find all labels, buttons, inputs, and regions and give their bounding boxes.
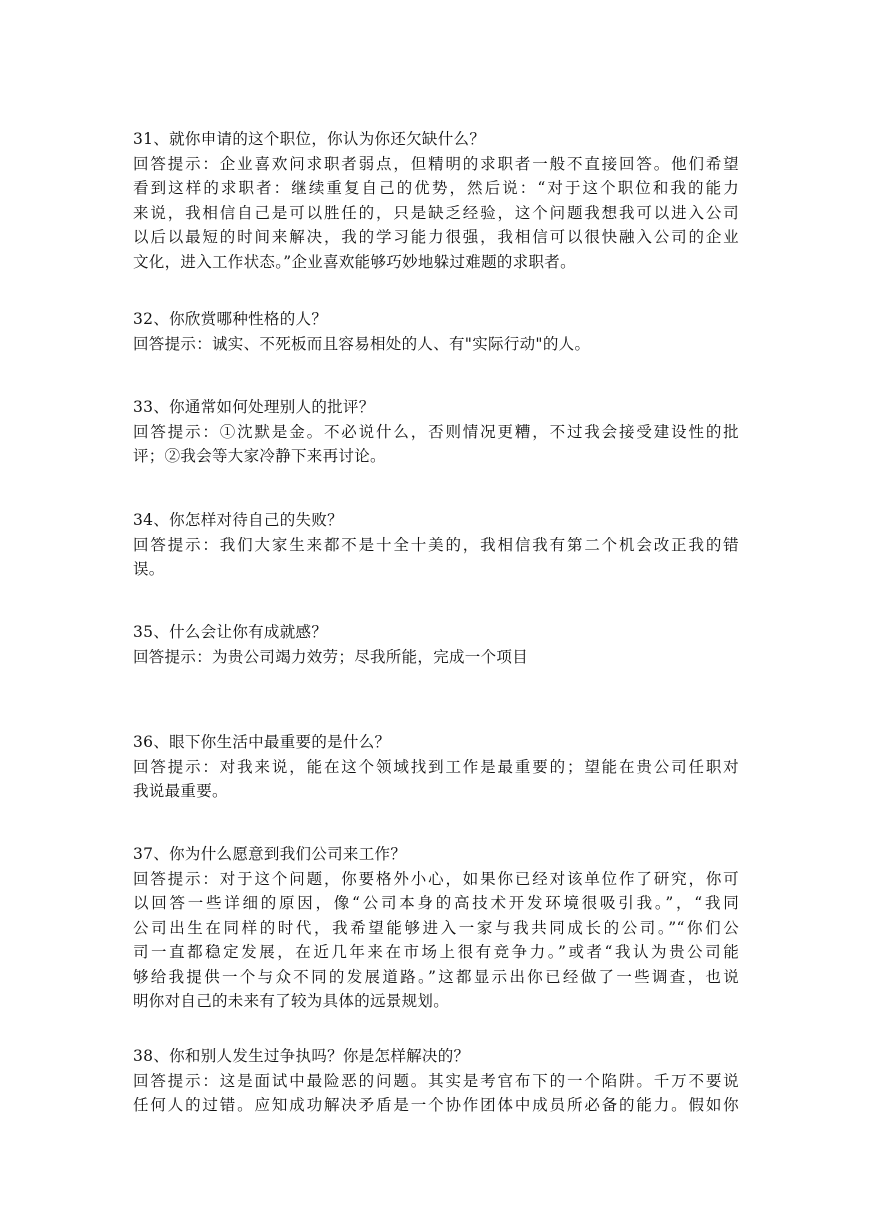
answer-31-line-3: 来说，我相信自己是可以胜任的，只是缺乏经验，这个问题我想我可以进入公司 xyxy=(133,203,739,222)
question-35: 35、什么会让你有成就感？ xyxy=(133,623,328,641)
answer-37-line-4: 司一直都稳定发展，在近几年来在市场上很有竞争力。”或者“我认为贵公司能 xyxy=(133,943,739,961)
qa-item-34 xyxy=(133,508,739,582)
answer-34-line-1: 回答提示：我们大家生来都不是十全十美的，我相信我有第二个机会改正我的错 xyxy=(133,535,739,554)
answer-37-line-6: 明你对自己的未来有了较为具体的远景规划。 xyxy=(133,992,450,1010)
answer-38-line-2: 任何人的过错。应知成功解决矛盾是一个协作团体中成员所必备的能力。假如你 xyxy=(133,1096,739,1114)
answer-38-line-1: 回答提示：这是面试中最险恶的问题。其实是考官布下的一个陷阱。千万不要说 xyxy=(133,1071,739,1090)
answer-37-line-2: 以回答一些详细的原因，像“公司本身的高技术开发环境很吸引我。”，“我同 xyxy=(133,894,739,912)
answer-31-line-1: 回答提示：企业喜欢问求职者弱点，但精明的求职者一般不直接回答。他们希望 xyxy=(133,154,739,173)
question-33: 33、你通常如何处理别人的批评？ xyxy=(133,398,375,416)
answer-33-line-1: 回答提示：①沈默是金。不必说什么，否则情况更糟，不过我会接受建设性的批 xyxy=(133,422,739,441)
question-38: 38、你和别人发生过争执吗？你是怎样解决的？ xyxy=(133,1047,470,1065)
answer-34-line-2: 误。 xyxy=(133,560,165,578)
answer-31-line-4: 以后以最短的时间来解决，我的学习能力很强，我相信可以很快融入公司的企业 xyxy=(133,228,739,246)
answer-32-line-1: 回答提示：诚实、不死板而且容易相处的人、有"实际行动"的人。 xyxy=(133,334,591,353)
question-31: 31、就你申请的这个职位，你认为你还欠缺什么？ xyxy=(133,130,486,148)
answer-36-line-2: 我说最重要。 xyxy=(133,782,228,800)
question-36: 36、眼下你生活中最重要的是什么？ xyxy=(133,733,391,751)
answer-37-line-5: 够给我提供一个与众不同的发展道路。”这都显示出你已经做了一些调查，也说 xyxy=(133,967,739,986)
question-32: 32、你欣赏哪种性格的人？ xyxy=(133,310,328,328)
qa-item-36 xyxy=(133,730,739,804)
qa-item-38 xyxy=(133,1044,739,1118)
qa-item-32 xyxy=(133,307,739,356)
question-34: 34、你怎样对待自己的失败？ xyxy=(133,511,343,529)
answer-37-line-3: 公司出生在同样的时代，我希望能够进入一家与我共同成长的公司。”“你们公 xyxy=(133,918,739,937)
answer-37-line-1: 回答提示：对于这个问题，你要格外小心，如果你已经对该单位作了研究，你可 xyxy=(133,869,739,888)
answer-31-line-2: 看到这样的求职者：继续重复自己的优势，然后说：“对于这个职位和我的能力 xyxy=(133,179,739,197)
answer-31-line-5: 文化，进入工作状态。”企业喜欢能够巧妙地躲过难题的求职者。 xyxy=(133,252,576,271)
qa-item-31 xyxy=(133,127,739,274)
answer-33-line-2: 评；②我会等大家冷静下来再讨论。 xyxy=(133,447,386,465)
qa-item-35 xyxy=(133,620,739,669)
answer-36-line-1: 回答提示：对我来说，能在这个领域找到工作是最重要的；望能在贵公司任职对 xyxy=(133,757,739,776)
answer-35-line-1: 回答提示：为贵公司竭力效劳；尽我所能，完成一个项目 xyxy=(133,647,529,666)
qa-item-33 xyxy=(133,395,739,469)
qa-item-37 xyxy=(133,842,739,1014)
question-37: 37、你为什么愿意到我们公司来工作？ xyxy=(133,845,407,863)
